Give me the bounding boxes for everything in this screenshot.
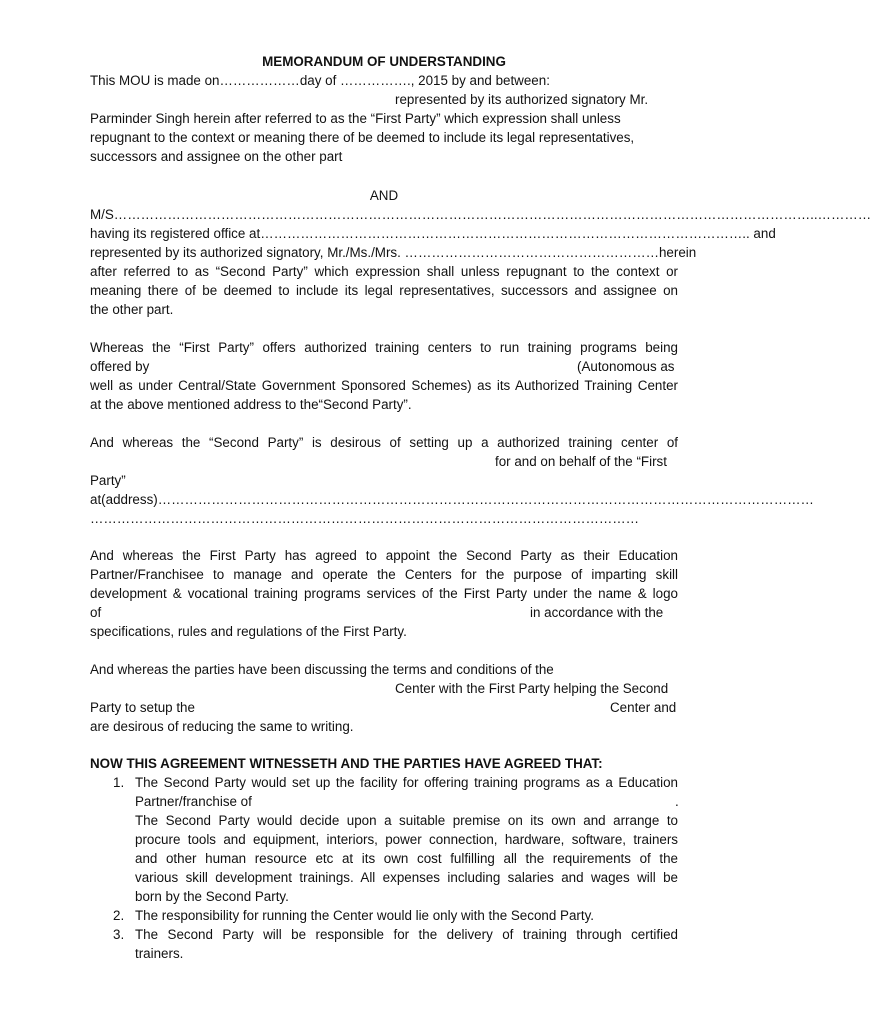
clause-line: various skill development trainings. All expenses including salaries and wages will be <box>135 870 678 885</box>
clause-number: 1. <box>113 775 125 790</box>
intro-line: Parminder Singh herein after referred to as the “First Party” which expression shall unless <box>90 111 621 126</box>
second-party-line: M/S…………………………………………………………………………………………………………………………………………..………… <box>90 207 871 222</box>
and-separator: AND <box>369 188 399 203</box>
second-party-line: after referred to as “Second Party” which expression shall unless repugnant to the context or <box>90 264 678 279</box>
whereas-line: at(address)………………………………………………………………………………………………………………………………… <box>90 492 814 507</box>
second-party-line: represented by its authorized signatory, Mr./Ms./Mrs. …………………………………………………herein <box>90 245 697 260</box>
whereas-line: at the above mentioned address to the“Second Party”. <box>90 397 412 412</box>
whereas-line: Whereas the “First Party” offers authorized training centers to run training programs being <box>90 340 678 355</box>
second-party-line: meaning there of be deemed to include its legal representatives, successors and assignee on <box>90 283 678 298</box>
clause-line: The Second Party will be responsible for the delivery of training through certified <box>135 927 678 942</box>
whereas-line: And whereas the parties have been discussing the terms and conditions of the <box>90 662 554 677</box>
whereas-line: (Autonomous as <box>577 359 675 374</box>
whereas-line: And whereas the First Party has agreed to appoint the Second Party as their Education <box>90 548 678 563</box>
whereas-line: well as under Central/State Government Sponsored Schemes) as its Authorized Training Center <box>90 378 678 393</box>
document-title: MEMORANDUM OF UNDERSTANDING <box>262 54 506 69</box>
clause-line: and other human resource etc at its own cost fulfilling all the requirements of the <box>135 851 678 866</box>
clause-number: 3. <box>113 927 125 942</box>
whereas-line: for and on behalf of the “First <box>495 454 667 469</box>
clause-line: born by the Second Party. <box>135 889 289 904</box>
clause-line: Partner/franchise of <box>135 794 252 809</box>
intro-line: This MOU is made on………………day of ……………., 2015 by and between: <box>90 73 550 88</box>
clause-line: trainers. <box>135 946 184 961</box>
whereas-line: development & vocational training programs services of the First Party under the name & logo <box>90 586 678 601</box>
clause-line: The Second Party would decide upon a suitable premise on its own and arrange to <box>135 813 678 828</box>
whereas-line: …………………………………………………………………………………………………………… <box>90 511 640 526</box>
intro-line: represented by its authorized signatory Mr. <box>395 92 649 107</box>
whereas-line: specifications, rules and regulations of the First Party. <box>90 624 407 639</box>
whereas-line: Party to setup the <box>90 700 195 715</box>
whereas-line: Party” <box>90 473 126 488</box>
intro-line: repugnant to the context or meaning there of be deemed to include its legal representatives, <box>90 130 635 145</box>
whereas-line: are desirous of reducing the same to writing. <box>90 719 354 734</box>
clause-line: . <box>675 794 679 809</box>
whereas-line: in accordance with the <box>530 605 664 620</box>
clause-line: procure tools and equipment, interiors, power connection, hardware, software, trainers <box>135 832 678 847</box>
whereas-line: of <box>90 605 102 620</box>
whereas-line: Partner/Franchisee to manage and operate the Centers for the purpose of imparting skill <box>90 567 678 582</box>
whereas-line: offered by <box>90 359 150 374</box>
clause-line: The Second Party would set up the facility for offering training programs as a Education <box>135 775 678 790</box>
second-party-line: the other part. <box>90 302 174 317</box>
clause-line: The responsibility for running the Center would lie only with the Second Party. <box>135 908 594 923</box>
second-party-line: having its registered office at……………………………………………………………………………………………….. and <box>90 226 776 241</box>
whereas-line: And whereas the “Second Party” is desirous of setting up a authorized training center of <box>90 435 678 450</box>
whereas-line: Center with the First Party helping the Second <box>395 681 669 696</box>
whereas-line: Center and <box>610 700 677 715</box>
clause-number: 2. <box>113 908 125 923</box>
intro-line: successors and assignee on the other part <box>90 149 343 164</box>
agreement-heading: NOW THIS AGREEMENT WITNESSETH AND THE PARTIES HAVE AGREED THAT: <box>90 756 603 771</box>
